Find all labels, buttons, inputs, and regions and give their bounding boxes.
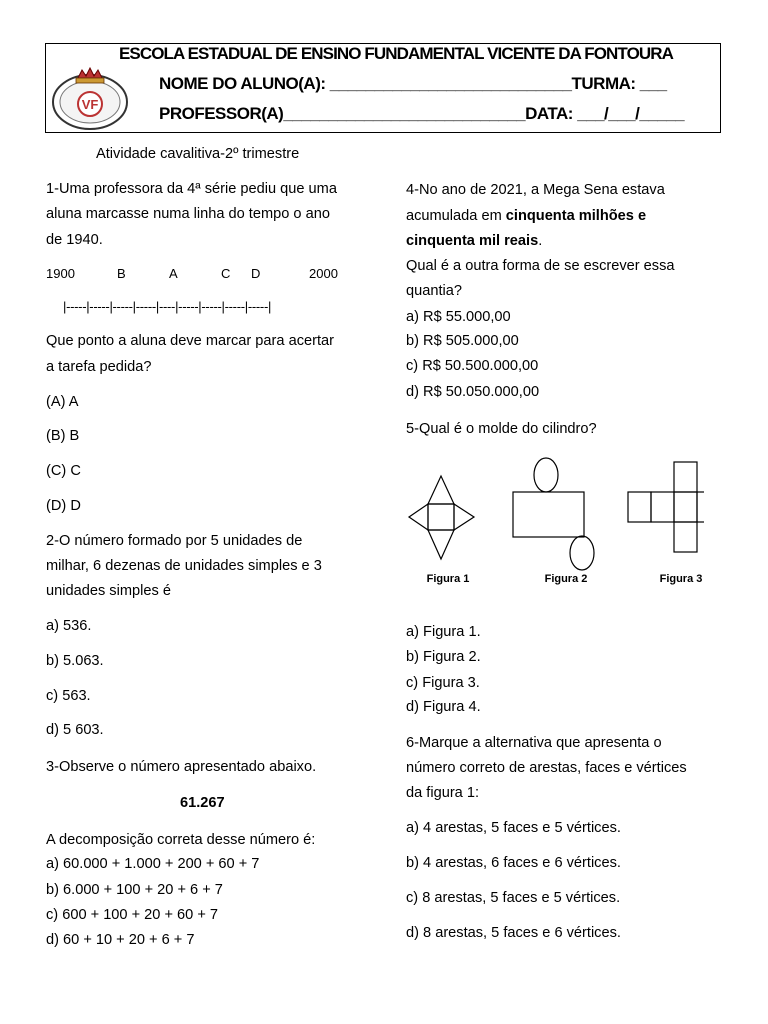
timeline-label-b: B — [117, 266, 126, 281]
q3-option-a: a) 60.000 + 1.000 + 200 + 60 + 7 — [46, 856, 260, 872]
q4-line3 — [406, 233, 542, 249]
q3-option-c: c) 600 + 100 + 20 + 60 + 7 — [46, 907, 219, 923]
timeline-label-c: C — [221, 266, 231, 281]
q3-number: 61.267 — [180, 795, 225, 811]
q3-line1: 3-Observe o número apresentado abaixo. — [46, 759, 317, 775]
q4-line3-bold: cinquenta mil reais — [406, 233, 539, 249]
school-name: ESCOLA ESTADUAL DE ENSINO FUNDAMENTAL VICENTE DA FONTOURA — [118, 44, 674, 63]
q6-line3: da figura 1: — [406, 785, 480, 801]
q4-ask1: Qual é a outra forma de se escrever essa — [406, 258, 675, 274]
q2-option-a: a) 536. — [46, 618, 92, 634]
q2-line1: 2-O número formado por 5 unidades de — [46, 533, 303, 549]
q4-line2 — [406, 208, 646, 224]
q1-line1: 1-Uma professora da 4ª série pediu que uma — [46, 181, 337, 197]
timeline-label-1900: 1900 — [46, 266, 75, 281]
q3-option-d: d) 60 + 10 + 20 + 6 + 7 — [46, 932, 195, 948]
q5-line1: 5-Qual é o molde do cilindro? — [406, 421, 597, 437]
figure-2-label: Figura 2 — [544, 573, 588, 585]
q1-option-b: (B) B — [46, 428, 80, 444]
q1-ask1: Que ponto a aluna deve marcar para acertar — [46, 333, 334, 349]
q3-ask: A decomposição correta desse número é: — [46, 832, 316, 848]
header-box — [45, 43, 721, 133]
q4-line1: 4-No ano de 2021, a Mega Sena estava — [406, 182, 665, 198]
student-name-line: NOME DO ALUNO(A): ___________________________TURMA: ___ — [159, 74, 667, 93]
q6-line2: número correto de arestas, faces e vértices — [406, 760, 687, 776]
q5-option-a: a) Figura 1. — [406, 624, 481, 640]
q2-line2: milhar, 6 dezenas de unidades simples e 3 — [46, 558, 322, 574]
q4-line2-bold: cinquenta milhões e — [505, 208, 647, 224]
q2-option-b: b) 5.063. — [46, 653, 104, 669]
q5-option-d: d) Figura 4. — [406, 699, 481, 715]
q6-option-c: c) 8 arestas, 5 faces e 5 vértices. — [406, 890, 621, 906]
q4-ask2: quantia? — [406, 283, 462, 299]
timeline-label-d: D — [251, 266, 261, 281]
figure-2-cylinder-net — [513, 458, 594, 570]
q6-line1: 6-Marque a alternativa que apresenta o — [406, 735, 662, 751]
q1-line3: de 1940. — [46, 232, 103, 248]
logo-text: VF — [81, 97, 99, 112]
q4-line2-plain: acumulada em — [406, 208, 506, 224]
q4-option-d: d) R$ 50.050.000,00 — [406, 384, 540, 400]
q6-option-d: d) 8 arestas, 5 faces e 6 vértices. — [406, 925, 621, 941]
school-logo-icon — [50, 64, 130, 130]
q3-option-b: b) 6.000 + 100 + 20 + 6 + 7 — [46, 882, 223, 898]
q4-line3-plain: . — [538, 233, 543, 249]
q6-option-b: b) 4 arestas, 6 faces e 6 vértices. — [406, 855, 621, 871]
q2-line3: unidades simples é — [46, 583, 171, 599]
q2-option-d: d) 5 603. — [46, 722, 104, 738]
q1-option-c: (C) C — [46, 463, 81, 479]
timeline-label-2000: 2000 — [309, 266, 338, 281]
q4-option-c: c) R$ 50.500.000,00 — [406, 358, 539, 374]
q1-line2: aluna marcasse numa linha do tempo o ano — [46, 206, 330, 222]
q1-ask2: a tarefa pedida? — [46, 359, 152, 375]
teacher-date-line: PROFESSOR(A)___________________________DATA: ___/___/_____ — [159, 104, 685, 123]
q5-option-b: b) Figura 2. — [406, 649, 481, 665]
figure-3-label: Figura 3 — [659, 573, 703, 585]
figure-1-label: Figura 1 — [426, 573, 470, 585]
q1-option-d: (D) D — [46, 498, 81, 514]
q5-option-c: c) Figura 3. — [406, 675, 480, 691]
timeline: |-----|-----|-----|-----|----|-----|-----|-----|-----| — [63, 299, 272, 314]
timeline-label-a: A — [169, 266, 178, 281]
q1-option-a: (A) A — [46, 394, 79, 410]
q2-option-c: c) 563. — [46, 688, 91, 704]
q5-figures — [404, 452, 704, 592]
figure-3-cube-net — [628, 462, 704, 552]
q4-option-b: b) R$ 505.000,00 — [406, 333, 519, 349]
q6-option-a: a) 4 arestas, 5 faces e 5 vértices. — [406, 820, 621, 836]
q4-option-a: a) R$ 55.000,00 — [406, 309, 511, 325]
figure-1-pyramid-net — [409, 476, 474, 559]
activity-subtitle: Atividade cavalitiva-2º trimestre — [96, 146, 300, 162]
